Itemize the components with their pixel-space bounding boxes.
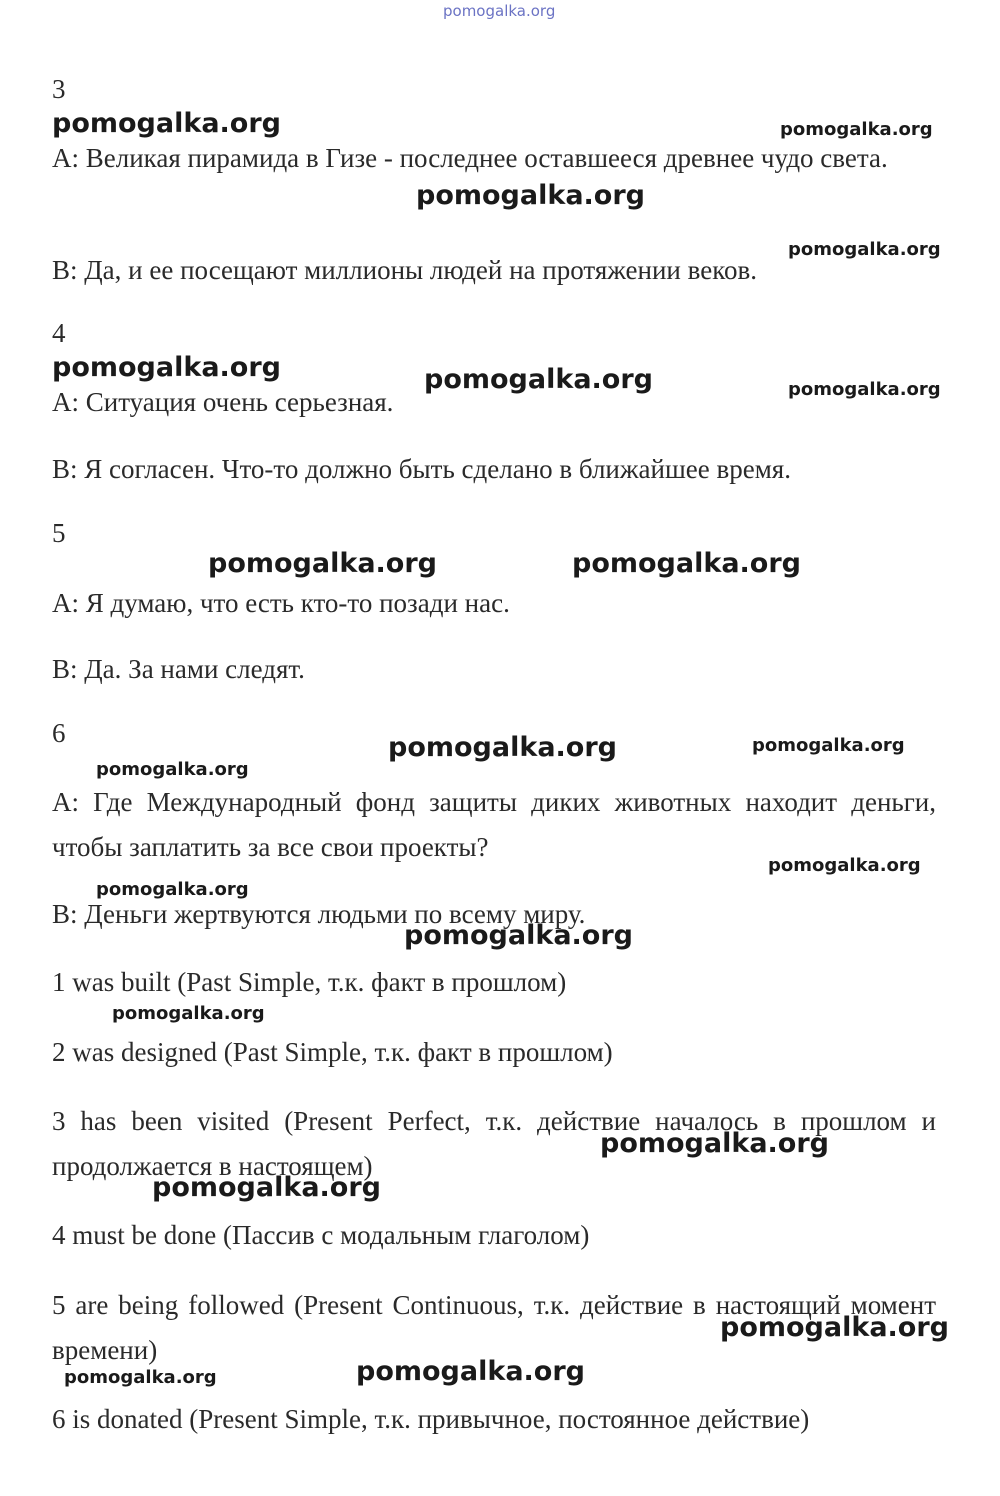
watermark: pomogalka.org: [388, 732, 617, 763]
watermark: pomogalka.org: [780, 119, 933, 140]
answer-item: 3 has been visited (Present Perfect, т.к. действие началось в прошлом и продолжается в настоящем): [52, 1106, 936, 1181]
dialogue-line-b: В: Да. За нами следят.: [52, 654, 305, 684]
answer-item: 6 is donated (Present Simple, т.к. привычное, постоянное действие): [52, 1404, 810, 1434]
watermark: pomogalka.org: [752, 735, 905, 756]
watermark: pomogalka.org: [112, 1003, 265, 1024]
answer-item: 5 are being followed (Present Continuous, т.к. действие в настоящий момент времени): [52, 1290, 936, 1365]
watermark: pomogalka.org: [416, 180, 645, 211]
dialogue-line-a: А: Где Международный фонд защиты диких животных находит деньги, чтобы заплатить за все свои проекты?: [52, 787, 936, 862]
dialogue-line-a: А: Ситуация очень серьезная.: [52, 387, 394, 417]
watermark-top: pomogalka.org: [443, 2, 556, 20]
watermark: pomogalka.org: [208, 548, 437, 579]
watermark: pomogalka.org: [600, 1128, 829, 1159]
answer-item: 2 was designed (Past Simple, т.к. факт в прошлом): [52, 1037, 613, 1067]
dialogue-line-b: В: Да, и ее посещают миллионы людей на протяжении веков.: [52, 255, 757, 285]
watermark: pomogalka.org: [768, 855, 921, 876]
section-number-5: 5: [52, 518, 66, 548]
watermark: pomogalka.org: [52, 352, 281, 383]
answer-item: 1 was built (Past Simple, т.к. факт в прошлом): [52, 967, 567, 997]
answer-item: 4 must be done (Пассив с модальным глаголом): [52, 1220, 590, 1250]
watermark: pomogalka.org: [720, 1312, 949, 1343]
watermark: pomogalka.org: [788, 379, 941, 400]
section-number-6: 6: [52, 718, 66, 748]
dialogue-line-a: А: Великая пирамида в Гизе - последнее оставшееся древнее чудо света.: [52, 143, 888, 173]
watermark: pomogalka.org: [356, 1356, 585, 1387]
watermark: pomogalka.org: [572, 548, 801, 579]
watermark: pomogalka.org: [788, 239, 941, 260]
section-number-3: 3: [52, 74, 66, 104]
dialogue-line-b: В: Я согласен. Что-то должно быть сделано в ближайшее время.: [52, 454, 791, 484]
watermark: pomogalka.org: [424, 364, 653, 395]
watermark: pomogalka.org: [64, 1367, 217, 1388]
watermark: pomogalka.org: [96, 759, 249, 780]
section-number-4: 4: [52, 318, 66, 348]
watermark: pomogalka.org: [96, 879, 249, 900]
watermark: pomogalka.org: [52, 108, 281, 139]
watermark: pomogalka.org: [152, 1172, 381, 1203]
dialogue-line-a: А: Я думаю, что есть кто-то позади нас.: [52, 588, 510, 618]
watermark: pomogalka.org: [404, 920, 633, 951]
dialogue-line-b: В: Деньги жертвуются людьми по всему миру.: [52, 899, 586, 929]
